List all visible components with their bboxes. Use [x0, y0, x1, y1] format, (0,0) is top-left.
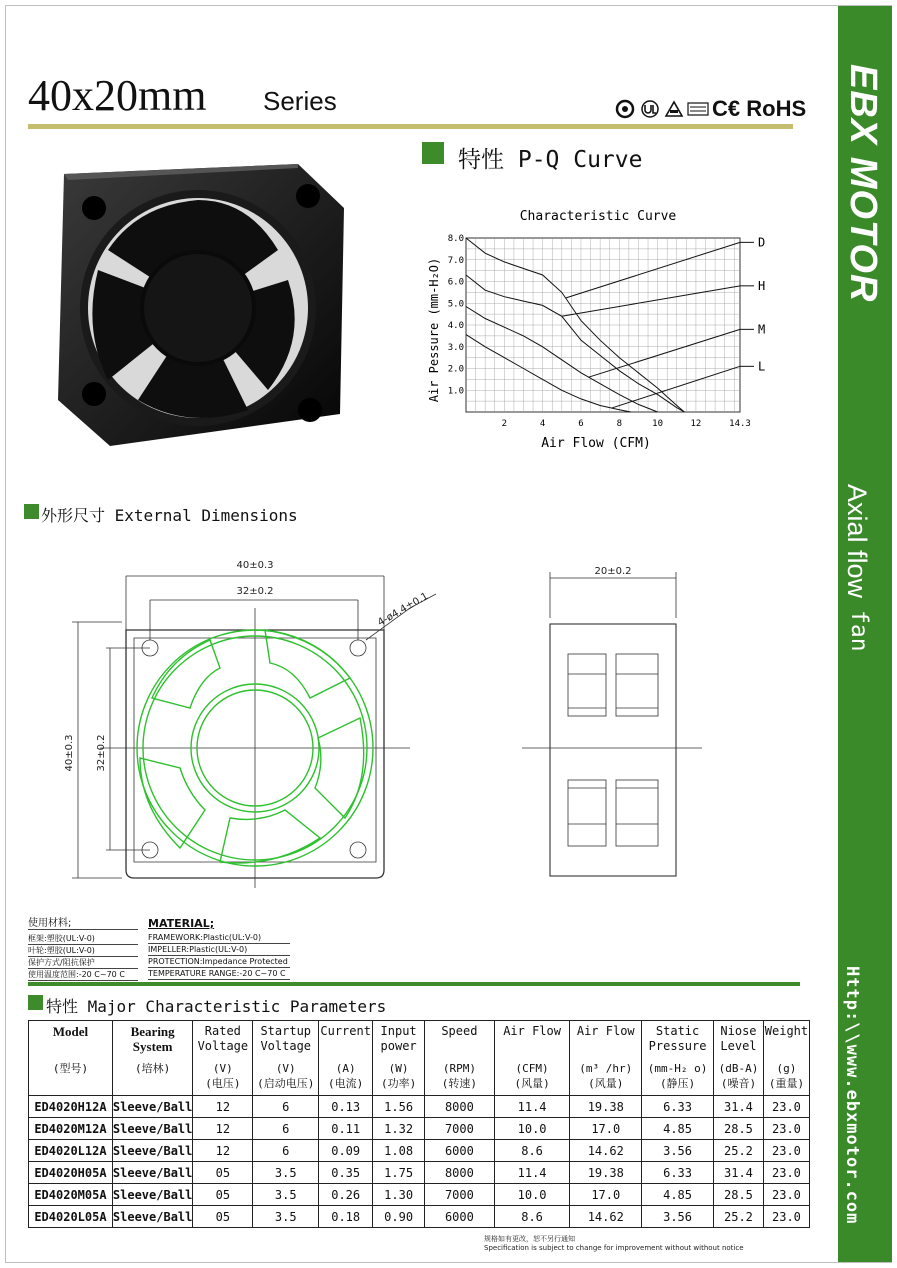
table-cell: 28.5: [714, 1118, 764, 1140]
website-link[interactable]: Http:\\www.ebxmotor.com: [842, 966, 862, 1225]
table-cell: 19.38: [570, 1096, 642, 1118]
series-label-L: L: [758, 359, 766, 374]
table-cell: 10.0: [494, 1118, 570, 1140]
footnote: [484, 1235, 744, 1253]
x-tick-label: 2: [501, 419, 508, 429]
dim-height-outer: 40±0.3: [64, 734, 75, 772]
table-cell: Sleeve/Ball: [112, 1206, 192, 1228]
table-cell: 31.4: [714, 1096, 764, 1118]
table-header-cell: Air Flow (CFM) (风量): [494, 1021, 570, 1096]
table-cell: 05: [193, 1184, 253, 1206]
x-tick-label: 6: [578, 419, 584, 429]
y-axis-label: Air Pessure (mm-H₂O): [427, 257, 441, 403]
x-axis-label: Air Flow (CFM): [541, 436, 651, 451]
table-cell: 3.56: [642, 1140, 714, 1162]
series-line-H: [466, 275, 684, 412]
chart-lines: [466, 235, 765, 412]
dimension-drawing: [60, 548, 720, 898]
header-rule: [28, 124, 793, 129]
dim-width-hole: 32±0.2: [236, 586, 274, 597]
material-line: TEMPERATURE RANGE:-20 C~70 C: [148, 968, 290, 980]
fan-type-label: Axial flow: [842, 484, 872, 599]
table-cell: 12: [193, 1096, 253, 1118]
rohs-label: RoHS: [746, 96, 807, 121]
material-line: 框架:塑胶(UL:V-0): [28, 933, 138, 945]
table-cell: 6.33: [642, 1096, 714, 1118]
dim-depth: 20±0.2: [594, 566, 632, 577]
y-tick-label: 7.0: [447, 255, 464, 266]
table-cell: 12: [193, 1118, 253, 1140]
y-tick-label: 2.0: [447, 364, 464, 375]
y-tick-label: 4.0: [447, 321, 464, 331]
material-line: 使用温度范围:-20 C~70 C: [28, 969, 138, 981]
table-cell: Sleeve/Ball: [112, 1096, 192, 1118]
model-cell: ED4020H05A: [29, 1162, 113, 1184]
x-tick-label: 14.3: [729, 419, 751, 429]
table-cell: 1.32: [373, 1118, 425, 1140]
material-line: IMPELLER:Plastic(UL:V-0): [148, 944, 290, 956]
cert-mark-tuv-icon: [666, 102, 682, 116]
model-cell: ED4020L12A: [29, 1140, 113, 1162]
table-header-cell: Bearing System (培林): [112, 1021, 192, 1096]
table-cell: 23.0: [763, 1162, 809, 1184]
section-marker-icon: [24, 504, 39, 519]
table-header-cell: Input power (W) (功率): [373, 1021, 425, 1096]
table-cell: 14.62: [570, 1140, 642, 1162]
table-header-cell: Niose Level (dB-A) (噪音): [714, 1021, 764, 1096]
table-row: [29, 1140, 810, 1162]
materials-cn: [28, 918, 138, 981]
table-cell: 8.6: [494, 1206, 570, 1228]
y-tick-label: 8.0: [447, 234, 464, 244]
table-header-cell: Model (型号): [29, 1021, 113, 1096]
table-cell: 05: [193, 1162, 253, 1184]
brand-name: EBX MOTOR: [842, 64, 884, 303]
table-cell: 8000: [425, 1096, 495, 1118]
table-header-cell: Static Pressure (mm-H₂ o) (静压): [642, 1021, 714, 1096]
model-cell: ED4020M12A: [29, 1118, 113, 1140]
material-line: 保护方式/阻抗保护: [28, 957, 138, 969]
x-tick-label: 4: [539, 419, 546, 429]
table-cell: 3.5: [253, 1184, 319, 1206]
parameters-table: [28, 1020, 810, 1228]
table-header-cell: Startup Voltage (V) (启动电压): [253, 1021, 319, 1096]
table-cell: 6000: [425, 1140, 495, 1162]
cert-mark-ccc-icon: [617, 101, 633, 117]
table-cell: Sleeve/Ball: [112, 1184, 192, 1206]
table-cell: 0.09: [319, 1140, 373, 1162]
ce-rohs-mark: [712, 96, 806, 122]
table-cell: 17.0: [570, 1184, 642, 1206]
table-cell: 0.18: [319, 1206, 373, 1228]
table-row: [29, 1184, 810, 1206]
table-cell: 1.75: [373, 1162, 425, 1184]
table-cell: 1.56: [373, 1096, 425, 1118]
table-cell: 23.0: [763, 1140, 809, 1162]
section-marker-icon: [28, 995, 43, 1010]
table-row: [29, 1162, 810, 1184]
series-label-D: D: [758, 235, 766, 250]
chart-title: Characteristic Curve: [519, 209, 677, 224]
table-cell: 31.4: [714, 1162, 764, 1184]
dim-width-outer: 40±0.3: [236, 560, 274, 571]
section-marker-icon: [422, 142, 444, 164]
table-row: [29, 1206, 810, 1228]
table-cell: Sleeve/Ball: [112, 1140, 192, 1162]
table-cell: 3.56: [642, 1206, 714, 1228]
x-tick-label: 10: [652, 419, 664, 429]
y-tick-label: 6.0: [447, 277, 464, 288]
dim-hole-diameter: 4-ø4.4±0.1: [376, 590, 431, 629]
table-cell: 23.0: [763, 1184, 809, 1206]
dimensions-section-title: 外形尺寸 External Dimensions: [41, 506, 298, 525]
table-cell: 19.38: [570, 1162, 642, 1184]
y-tick-label: 5.0: [447, 299, 464, 310]
cert-mark-ul-icon: [642, 101, 658, 117]
table-cell: 23.0: [763, 1118, 809, 1140]
table-cell: 1.08: [373, 1140, 425, 1162]
y-tick-label: 3.0: [447, 342, 464, 353]
table-cell: 23.0: [763, 1206, 809, 1228]
footnote-cn: 规格如有更改，恕不另行通知: [484, 1235, 575, 1243]
table-cell: 3.5: [253, 1206, 319, 1228]
pq-chart: [420, 200, 780, 460]
table-cell: 0.26: [319, 1184, 373, 1206]
params-rule: [28, 982, 800, 986]
table-header-cell: Air Flow (m³ /hr) (风量): [570, 1021, 642, 1096]
x-tick-label: 8: [616, 419, 622, 429]
table-cell: 0.13: [319, 1096, 373, 1118]
cert-mark-fcc-icon: [688, 103, 708, 115]
table-cell: 0.35: [319, 1162, 373, 1184]
y-tick-label: 1.0: [447, 386, 464, 397]
table-cell: 17.0: [570, 1118, 642, 1140]
table-row: [29, 1118, 810, 1140]
table-cell: 6: [253, 1096, 319, 1118]
table-cell: 25.2: [714, 1140, 764, 1162]
table-cell: 7000: [425, 1118, 495, 1140]
material-line: 叶轮:塑胶(UL:V-0): [28, 945, 138, 957]
model-cell: ED4020H12A: [29, 1096, 113, 1118]
pq-section-title: 特性 P-Q Curve: [458, 147, 643, 173]
table-cell: 8000: [425, 1162, 495, 1184]
table-cell: 6: [253, 1140, 319, 1162]
table-cell: 6000: [425, 1206, 495, 1228]
series-leader-M: [589, 329, 740, 377]
table-cell: 10.0: [494, 1184, 570, 1206]
series-label-M: M: [758, 322, 766, 337]
table-cell: 6.33: [642, 1162, 714, 1184]
table-header-cell: Current (A) (电流): [319, 1021, 373, 1096]
table-cell: 25.2: [714, 1206, 764, 1228]
ce-mark-icon: C€: [712, 96, 741, 121]
table-cell: 05: [193, 1206, 253, 1228]
fan-photo: [48, 160, 348, 450]
series-leader-D: [566, 242, 740, 298]
table-cell: 0.11: [319, 1118, 373, 1140]
model-cell: ED4020L05A: [29, 1206, 113, 1228]
series-leader-L: [612, 366, 740, 408]
table-cell: 4.85: [642, 1184, 714, 1206]
table-header-cell: Weight (g) (重量): [763, 1021, 809, 1096]
table-cell: 1.30: [373, 1184, 425, 1206]
model-title: 40x20mm: [28, 71, 207, 120]
table-header-cell: Speed (RPM) (转速): [425, 1021, 495, 1096]
table-cell: 7000: [425, 1184, 495, 1206]
table-header-row: [29, 1021, 810, 1096]
table-cell: Sleeve/Ball: [112, 1162, 192, 1184]
table-row: [29, 1096, 810, 1118]
certification-marks: [614, 98, 710, 120]
table-cell: 11.4: [494, 1096, 570, 1118]
table-cell: Sleeve/Ball: [112, 1118, 192, 1140]
x-tick-label: 12: [690, 419, 702, 429]
table-cell: 12: [193, 1140, 253, 1162]
table-cell: 4.85: [642, 1118, 714, 1140]
table-cell: 0.90: [373, 1206, 425, 1228]
table-cell: 3.5: [253, 1162, 319, 1184]
table-cell: 8.6: [494, 1140, 570, 1162]
params-section-title: 特性 Major Characteristic Parameters: [46, 997, 387, 1016]
series-label: Series: [263, 86, 337, 116]
materials-en: [148, 918, 290, 980]
table-cell: 23.0: [763, 1096, 809, 1118]
fan-type-label-2: fan: [846, 610, 872, 652]
materials-cn-title: 使用材料;: [28, 918, 138, 930]
table-cell: 6: [253, 1118, 319, 1140]
material-line: PROTECTION:Impedance Protected: [148, 956, 290, 968]
table-cell: 14.62: [570, 1206, 642, 1228]
series-label-H: H: [758, 278, 766, 293]
table-header-cell: Rated Voltage (V) (电压): [193, 1021, 253, 1096]
materials-en-title: MATERIAL;: [148, 917, 215, 930]
dim-height-hole: 32±0.2: [96, 734, 107, 772]
model-cell: ED4020M05A: [29, 1184, 113, 1206]
footnote-en: Specification is subject to change for improvement without without notice: [484, 1244, 744, 1252]
material-line: FRAMEWORK:Plastic(UL:V-0): [148, 932, 290, 944]
table-cell: 11.4: [494, 1162, 570, 1184]
table-cell: 28.5: [714, 1184, 764, 1206]
